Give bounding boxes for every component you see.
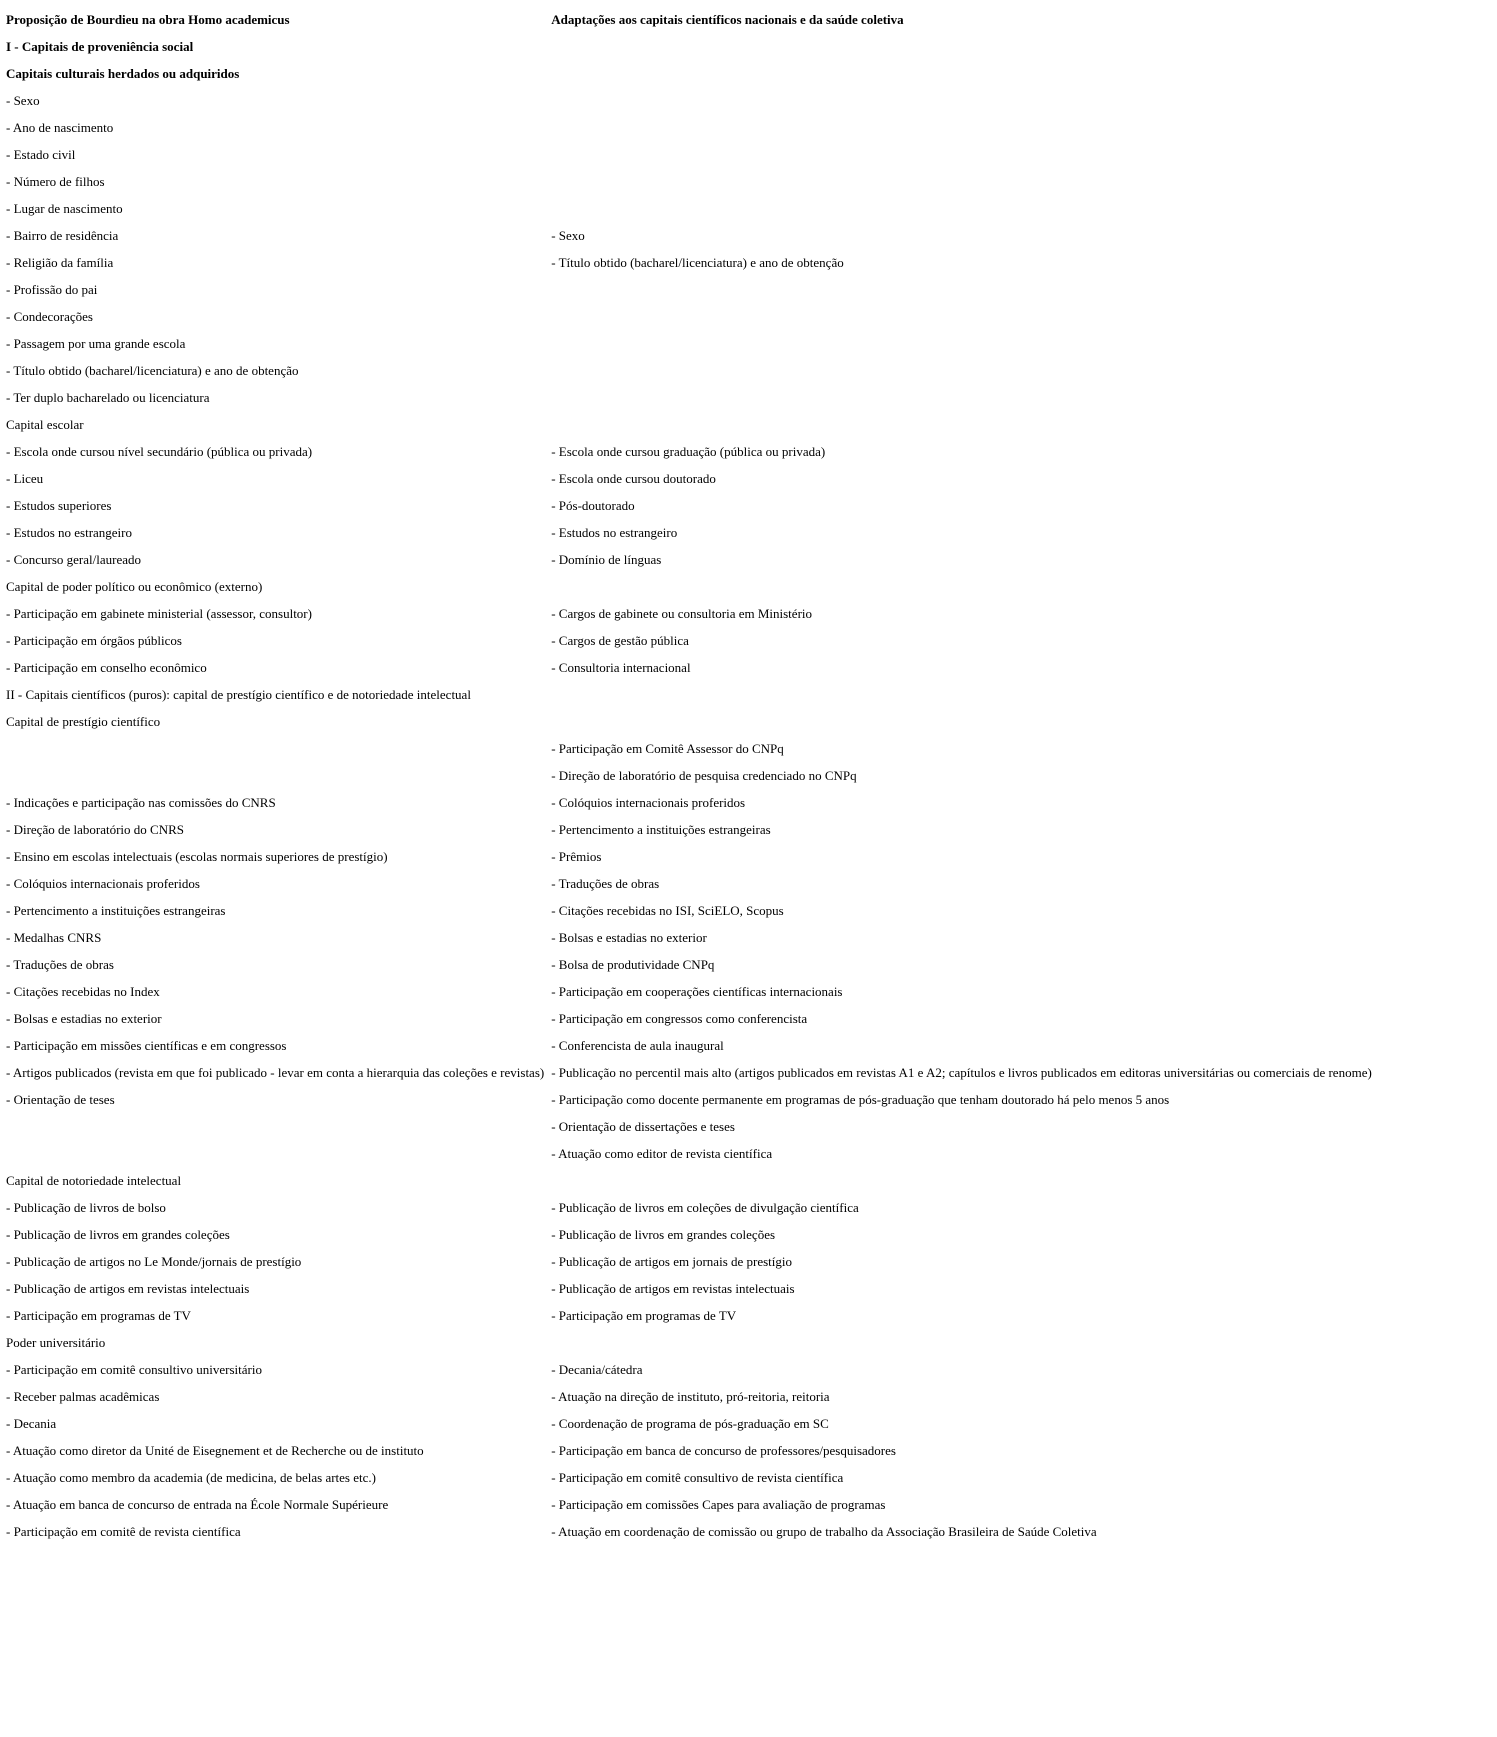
cell-bourdieu-proposition: II - Capitais científicos (puros): capital de prestígio científico e de notoriedade intelectual	[6, 687, 471, 702]
cell-bourdieu-proposition: - Profissão do pai	[6, 282, 98, 297]
table-row	[6, 1194, 1372, 1221]
cell-national-adaptation	[551, 384, 1372, 411]
cell-bourdieu-proposition: Capital de notoriedade intelectual	[6, 1173, 182, 1188]
cell-national-adaptation: - Participação em Comitê Assessor do CNPq	[551, 741, 784, 756]
table-row	[6, 33, 1372, 60]
table-row	[6, 843, 1372, 870]
cell-bourdieu-proposition: - Publicação de livros em grandes coleções	[6, 1227, 230, 1242]
cell-national-adaptation	[551, 357, 1372, 384]
cell-bourdieu-proposition: - Participação em comitê consultivo universitário	[6, 1362, 262, 1377]
cell-national-adaptation: - Pertencimento a instituições estrangeiras	[551, 822, 771, 837]
cell-bourdieu-proposition: - Participação em missões científicas e em congressos	[6, 1038, 287, 1053]
table-row	[6, 438, 1372, 465]
table-row	[6, 1059, 1372, 1086]
table-row	[6, 1302, 1372, 1329]
cell-national-adaptation: - Decania/cátedra	[551, 1362, 643, 1377]
cell-national-adaptation: - Conferencista de aula inaugural	[551, 1038, 724, 1053]
table-row	[6, 1032, 1372, 1059]
cell-bourdieu-proposition: Capital de poder político ou econômico (externo)	[6, 579, 263, 594]
table-row	[6, 303, 1372, 330]
cell-national-adaptation: - Atuação na direção de instituto, pró-reitoria, reitoria	[551, 1389, 830, 1404]
table-row	[6, 1491, 1372, 1518]
cell-bourdieu-proposition: - Direção de laboratório do CNRS	[6, 822, 184, 837]
cell-national-adaptation	[551, 114, 1372, 141]
cell-bourdieu-proposition: - Bolsas e estadias no exterior	[6, 1011, 162, 1026]
table-row	[6, 1005, 1372, 1032]
table-row	[6, 1248, 1372, 1275]
cell-bourdieu-proposition: Capitais culturais herdados ou adquiridos	[6, 66, 240, 81]
table-row	[6, 1518, 1372, 1545]
cell-bourdieu-proposition: - Participação em órgãos públicos	[6, 633, 182, 648]
cell-national-adaptation: - Participação como docente permanente em programas de pós-graduação que tenham doutorado há pelo menos 5 anos	[551, 1092, 1170, 1107]
table-row	[6, 1464, 1372, 1491]
table-row	[6, 1086, 1372, 1113]
table-row	[6, 1437, 1372, 1464]
cell-national-adaptation	[551, 141, 1372, 168]
header-national-adaptation: Adaptações aos capitais científicos nacionais e da saúde coletiva	[551, 12, 904, 27]
cell-bourdieu-proposition: - Estudos superiores	[6, 498, 112, 513]
comparison-table-body	[6, 6, 1372, 1545]
cell-national-adaptation: - Publicação de artigos em jornais de prestígio	[551, 1254, 793, 1269]
cell-bourdieu-proposition: - Traduções de obras	[6, 957, 114, 972]
cell-national-adaptation	[551, 1329, 1372, 1356]
cell-national-adaptation	[551, 276, 1372, 303]
table-header-row	[6, 6, 1372, 33]
table-row	[6, 384, 1372, 411]
table-row	[6, 276, 1372, 303]
table-row	[6, 789, 1372, 816]
cell-national-adaptation: - Bolsa de produtividade CNPq	[551, 957, 715, 972]
cell-national-adaptation: - Colóquios internacionais proferidos	[551, 795, 746, 810]
table-row	[6, 1113, 1372, 1140]
table-row	[6, 924, 1372, 951]
cell-bourdieu-proposition: - Atuação como membro da academia (de medicina, de belas artes etc.)	[6, 1470, 376, 1485]
cell-bourdieu-proposition: - Citações recebidas no Index	[6, 984, 160, 999]
table-row	[6, 816, 1372, 843]
cell-bourdieu-proposition: - Participação em programas de TV	[6, 1308, 191, 1323]
table-row	[6, 1356, 1372, 1383]
cell-bourdieu-proposition: - Estado civil	[6, 147, 76, 162]
cell-bourdieu-proposition: - Religião da família	[6, 255, 114, 270]
cell-bourdieu-proposition: - Lugar de nascimento	[6, 201, 123, 216]
table-row	[6, 330, 1372, 357]
cell-bourdieu-proposition: - Orientação de teses	[6, 1092, 115, 1107]
table-row	[6, 978, 1372, 1005]
cell-bourdieu-proposition: - Publicação de livros de bolso	[6, 1200, 166, 1215]
cell-national-adaptation: - Publicação de livros em coleções de divulgação científica	[551, 1200, 859, 1215]
cell-bourdieu-proposition: - Participação em comitê de revista científica	[6, 1524, 241, 1539]
cell-bourdieu-proposition: - Bairro de residência	[6, 228, 119, 243]
cell-bourdieu-proposition: - Ano de nascimento	[6, 120, 114, 135]
cell-national-adaptation: - Escola onde cursou graduação (pública ou privada)	[551, 444, 826, 459]
table-row	[6, 141, 1372, 168]
cell-national-adaptation: - Domínio de línguas	[551, 552, 662, 567]
cell-bourdieu-proposition: - Número de filhos	[6, 174, 105, 189]
cell-bourdieu-proposition: - Condecorações	[6, 309, 93, 324]
table-row	[6, 951, 1372, 978]
cell-bourdieu-proposition: Capital de prestígio científico	[6, 714, 161, 729]
cell-national-adaptation	[551, 195, 1372, 222]
cell-national-adaptation	[551, 708, 1372, 735]
cell-bourdieu-proposition: - Sexo	[6, 93, 40, 108]
cell-bourdieu-proposition: - Liceu	[6, 471, 44, 486]
cell-national-adaptation: - Citações recebidas no ISI, SciELO, Scopus	[551, 903, 784, 918]
cell-national-adaptation	[551, 573, 1372, 600]
table-row	[6, 708, 1372, 735]
cell-national-adaptation: - Participação em cooperações científicas internacionais	[551, 984, 843, 999]
table-row	[6, 195, 1372, 222]
cell-national-adaptation	[551, 168, 1372, 195]
table-row	[6, 546, 1372, 573]
table-row	[6, 1221, 1372, 1248]
comparison-table	[6, 6, 1372, 1545]
cell-bourdieu-proposition: - Passagem por uma grande escola	[6, 336, 186, 351]
cell-bourdieu-proposition: - Atuação como diretor da Unité de Eisegnement et de Recherche ou de instituto	[6, 1443, 424, 1458]
cell-national-adaptation: - Pós-doutorado	[551, 498, 635, 513]
cell-national-adaptation: - Participação em congressos como conferencista	[551, 1011, 808, 1026]
table-row	[6, 1383, 1372, 1410]
table-row	[6, 60, 1372, 87]
cell-bourdieu-proposition: - Participação em conselho econômico	[6, 660, 207, 675]
cell-national-adaptation: - Participação em programas de TV	[551, 1308, 737, 1323]
cell-national-adaptation: - Coordenação de programa de pós-graduação em SC	[551, 1416, 829, 1431]
table-row	[6, 168, 1372, 195]
cell-bourdieu-proposition: - Pertencimento a instituições estrangeiras	[6, 903, 226, 918]
cell-bourdieu-proposition	[6, 1113, 551, 1140]
cell-national-adaptation	[551, 60, 1372, 87]
cell-bourdieu-proposition: - Publicação de artigos no Le Monde/jornais de prestígio	[6, 1254, 302, 1269]
cell-national-adaptation: - Orientação de dissertações e teses	[551, 1119, 735, 1134]
cell-bourdieu-proposition: - Concurso geral/laureado	[6, 552, 142, 567]
cell-bourdieu-proposition: - Escola onde cursou nível secundário (pública ou privada)	[6, 444, 313, 459]
table-row	[6, 519, 1372, 546]
header-bourdieu-proposition: Proposição de Bourdieu na obra Homo academicus	[6, 12, 290, 27]
cell-national-adaptation: - Cargos de gabinete ou consultoria em Ministério	[551, 606, 813, 621]
table-row	[6, 1329, 1372, 1356]
cell-bourdieu-proposition	[6, 735, 551, 762]
table-row	[6, 87, 1372, 114]
cell-national-adaptation: - Prêmios	[551, 849, 602, 864]
table-row	[6, 492, 1372, 519]
table-row	[6, 1167, 1372, 1194]
cell-bourdieu-proposition: Capital escolar	[6, 417, 84, 432]
cell-national-adaptation: - Publicação no percentil mais alto (artigos publicados em revistas A1 e A2; capítulos e livros publicados em editoras universitárias ou comerciais de renome)	[551, 1065, 1372, 1080]
cell-national-adaptation: - Cargos de gestão pública	[551, 633, 689, 648]
cell-bourdieu-proposition: - Artigos publicados (revista em que foi publicado - levar em conta a hierarquia das coleções e revistas)	[6, 1065, 545, 1080]
cell-national-adaptation	[551, 87, 1372, 114]
cell-bourdieu-proposition: - Estudos no estrangeiro	[6, 525, 133, 540]
table-row	[6, 465, 1372, 492]
cell-bourdieu-proposition: - Ter duplo bacharelado ou licenciatura	[6, 390, 210, 405]
cell-bourdieu-proposition: I - Capitais de proveniência social	[6, 39, 194, 54]
table-row	[6, 222, 1372, 249]
cell-national-adaptation	[551, 33, 1372, 60]
cell-bourdieu-proposition: - Título obtido (bacharel/licenciatura) e ano de obtenção	[6, 363, 299, 378]
cell-bourdieu-proposition: - Medalhas CNRS	[6, 930, 102, 945]
table-row	[6, 573, 1372, 600]
table-row	[6, 249, 1372, 276]
cell-national-adaptation: - Publicação de livros em grandes coleções	[551, 1227, 776, 1242]
cell-bourdieu-proposition: - Atuação em banca de concurso de entrada na École Normale Supérieure	[6, 1497, 389, 1512]
table-row	[6, 870, 1372, 897]
cell-bourdieu-proposition	[6, 1140, 551, 1167]
cell-national-adaptation	[551, 411, 1372, 438]
cell-national-adaptation: - Traduções de obras	[551, 876, 660, 891]
cell-bourdieu-proposition	[6, 762, 551, 789]
table-row	[6, 735, 1372, 762]
cell-bourdieu-proposition: - Participação em gabinete ministerial (assessor, consultor)	[6, 606, 312, 621]
table-row	[6, 654, 1372, 681]
cell-national-adaptation: - Atuação como editor de revista científica	[551, 1146, 773, 1161]
cell-national-adaptation: - Bolsas e estadias no exterior	[551, 930, 707, 945]
table-row	[6, 1275, 1372, 1302]
table-row	[6, 114, 1372, 141]
cell-national-adaptation: - Título obtido (bacharel/licenciatura) e ano de obtenção	[551, 255, 844, 270]
cell-national-adaptation: - Publicação de artigos em revistas intelectuais	[551, 1281, 795, 1296]
cell-national-adaptation: - Escola onde cursou doutorado	[551, 471, 716, 486]
cell-national-adaptation: - Estudos no estrangeiro	[551, 525, 678, 540]
cell-national-adaptation	[551, 681, 1372, 708]
table-row	[6, 627, 1372, 654]
cell-national-adaptation: - Participação em comissões Capes para avaliação de programas	[551, 1497, 886, 1512]
table-row	[6, 357, 1372, 384]
cell-bourdieu-proposition: - Indicações e participação nas comissões do CNRS	[6, 795, 276, 810]
cell-national-adaptation: - Atuação em coordenação de comissão ou grupo de trabalho da Associação Brasileira de Saúde Coletiva	[551, 1524, 1097, 1539]
table-row	[6, 411, 1372, 438]
cell-bourdieu-proposition: Poder universitário	[6, 1335, 106, 1350]
table-row	[6, 681, 1372, 708]
table-row	[6, 762, 1372, 789]
cell-bourdieu-proposition: - Ensino em escolas intelectuais (escolas normais superiores de prestígio)	[6, 849, 388, 864]
cell-national-adaptation: - Participação em comitê consultivo de revista científica	[551, 1470, 844, 1485]
table-row	[6, 600, 1372, 627]
table-row	[6, 897, 1372, 924]
cell-national-adaptation: - Participação em banca de concurso de professores/pesquisadores	[551, 1443, 896, 1458]
cell-national-adaptation: - Direção de laboratório de pesquisa credenciado no CNPq	[551, 768, 857, 783]
cell-bourdieu-proposition: - Publicação de artigos em revistas intelectuais	[6, 1281, 250, 1296]
cell-bourdieu-proposition: - Colóquios internacionais proferidos	[6, 876, 200, 891]
cell-national-adaptation: - Sexo	[551, 228, 585, 243]
cell-national-adaptation	[551, 330, 1372, 357]
cell-bourdieu-proposition: - Decania	[6, 1416, 57, 1431]
table-row	[6, 1410, 1372, 1437]
cell-national-adaptation	[551, 303, 1372, 330]
table-row	[6, 1140, 1372, 1167]
cell-national-adaptation	[551, 1167, 1372, 1194]
cell-bourdieu-proposition: - Receber palmas acadêmicas	[6, 1389, 160, 1404]
cell-national-adaptation: - Consultoria internacional	[551, 660, 691, 675]
